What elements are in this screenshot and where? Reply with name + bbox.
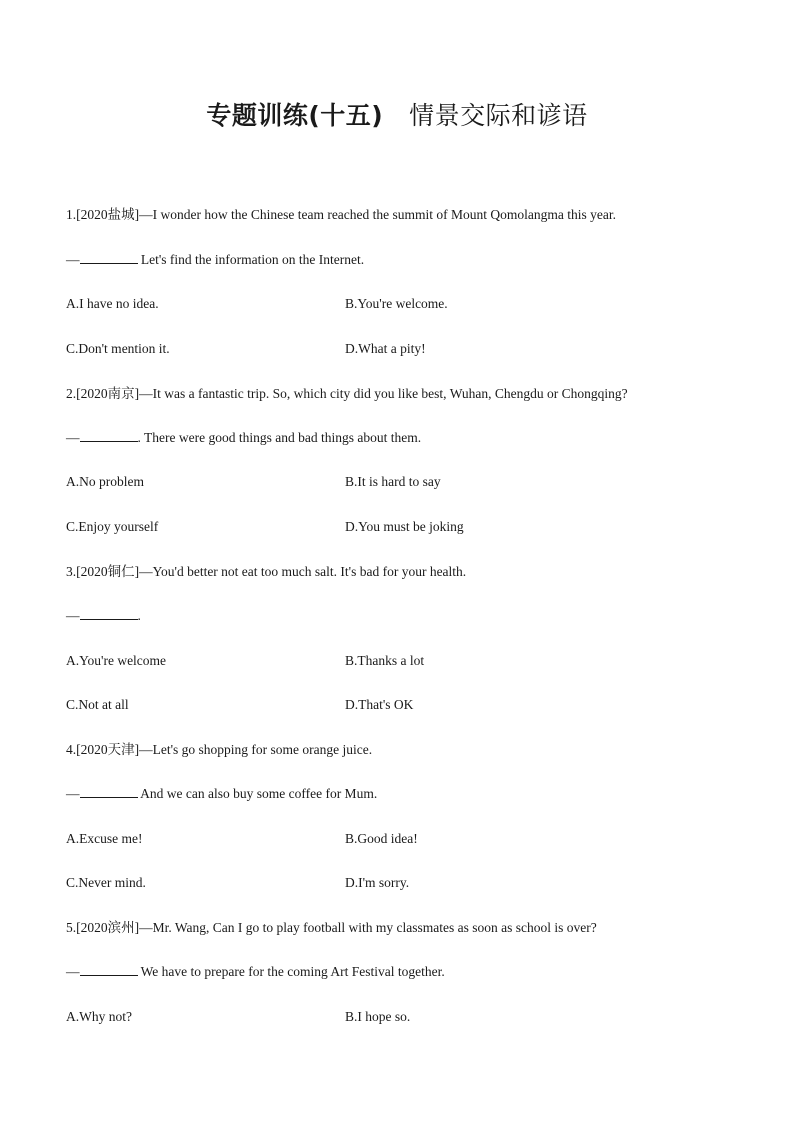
question-3-option-b: B.Thanks a lot [345, 653, 425, 668]
title-sub: 情景交际和谚语 [409, 101, 588, 130]
question-3-stem: 3.[2020铜仁]—You'd better not eat too much salt. It's bad for your health. [66, 564, 467, 579]
question-5-stem: 5.[2020滨州]—Mr. Wang, Can I go to play football with my classmates as soon as school is over? [66, 920, 597, 935]
answer-blank [80, 964, 138, 976]
question-1-option-c: C.Don't mention it. [66, 341, 170, 356]
question-4-option-b: B.Good idea! [345, 831, 418, 846]
question-3-reply: — . [66, 608, 141, 623]
title-main: 专题训练(十五) [206, 101, 384, 130]
question-3-option-d: D.That's OK [345, 697, 414, 712]
answer-blank [80, 786, 138, 798]
answer-blank [80, 430, 138, 442]
question-1-stem: 1.[2020盐城]—I wonder how the Chinese team reached the summit of Mount Qomolangma this year. [66, 207, 617, 222]
question-2-reply: — . There were good things and bad things about them. [66, 430, 422, 445]
question-4-option-a: A.Excuse me! [66, 831, 143, 846]
question-4-reply: — And we can also buy some coffee for Mum. [66, 786, 378, 801]
question-4-option-c: C.Never mind. [66, 875, 146, 890]
question-2-option-a: A.No problem [66, 474, 144, 489]
question-1-option-b: B.You're welcome. [345, 296, 448, 311]
question-3-option-c: C.Not at all [66, 697, 129, 712]
question-4-option-d: D.I'm sorry. [345, 875, 410, 890]
question-2-option-c: C.Enjoy yourself [66, 519, 159, 534]
answer-blank [80, 252, 138, 264]
question-5-option-b: B.I hope so. [345, 1009, 411, 1024]
question-1-option-d: D.What a pity! [345, 341, 426, 356]
question-3-option-a: A.You're welcome [66, 653, 167, 668]
question-2-option-d: D.You must be joking [345, 519, 464, 534]
question-1-reply: — Let's find the information on the Internet. [66, 252, 365, 267]
question-4-stem: 4.[2020天津]—Let's go shopping for some orange juice. [66, 742, 373, 757]
question-1-option-a: A.I have no idea. [66, 296, 159, 311]
page-title [0, 96, 794, 132]
question-2-stem: 2.[2020南京]—It was a fantastic trip. So, which city did you like best, Wuhan, Chengdu or Chongqing? [66, 386, 628, 401]
question-2-option-b: B.It is hard to say [345, 474, 441, 489]
answer-blank [80, 608, 138, 620]
question-5-reply: — We have to prepare for the coming Art Festival together. [66, 964, 445, 979]
question-5-option-a: A.Why not? [66, 1009, 132, 1024]
